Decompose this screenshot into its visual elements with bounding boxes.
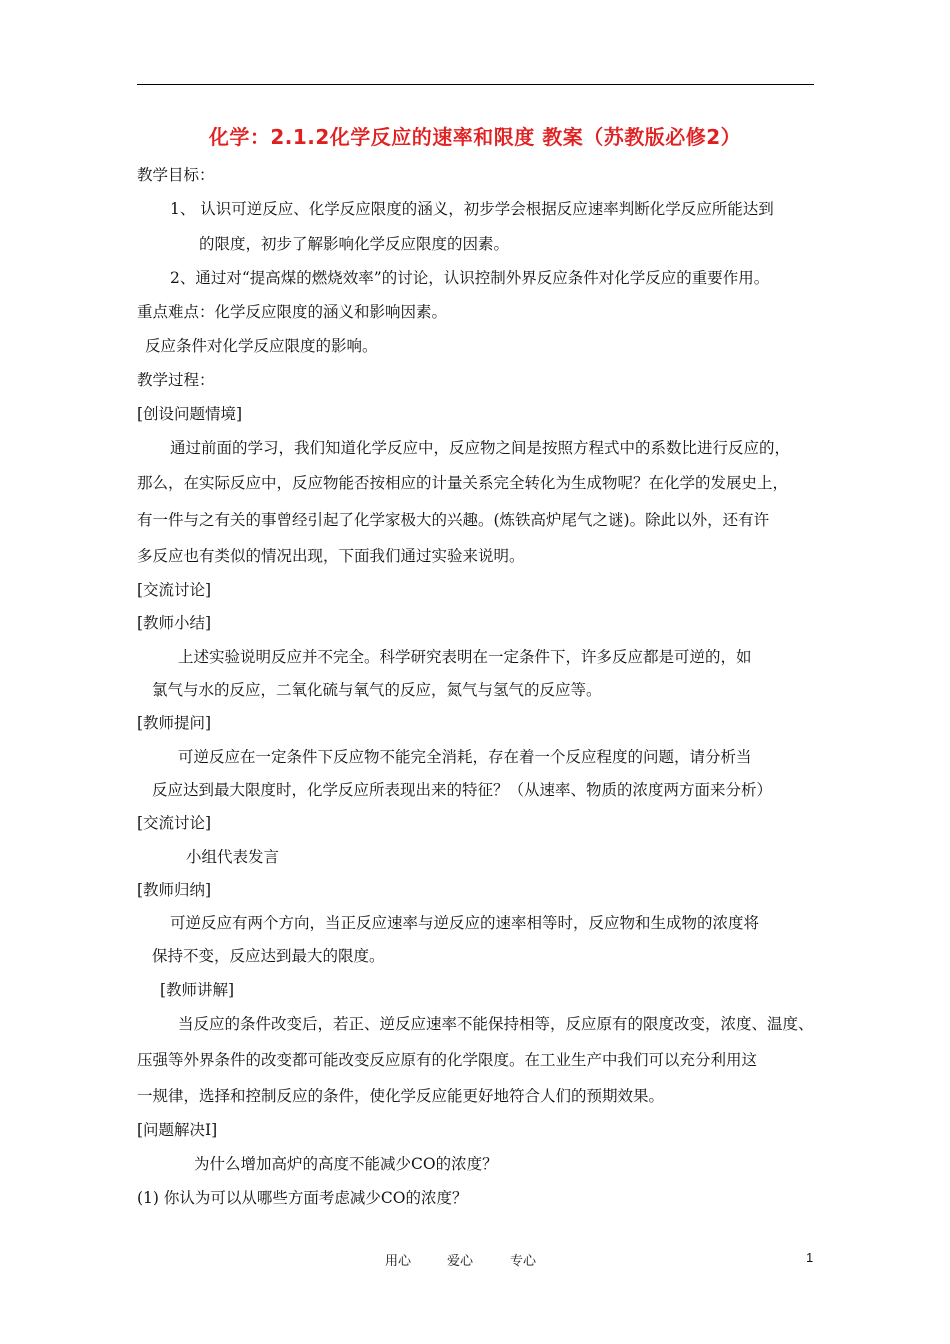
text-line: [教师小结] bbox=[137, 614, 212, 632]
text-line: 保持不变，反应达到最大的限度。 bbox=[152, 947, 385, 965]
text-line: [教师讲解] bbox=[160, 981, 235, 999]
text-line: 1、 认识可逆反应、化学反应限度的涵义，初步学会根据反应速率判断化学反应所能达到 bbox=[170, 200, 774, 218]
text-line: 反应达到最大限度时，化学反应所表现出来的特征？（从速率、物质的浓度两方面来分析） bbox=[152, 781, 773, 799]
text-line: [创设问题情境] bbox=[137, 405, 243, 423]
text-line: 的限度，初步了解影响化学反应限度的因素。 bbox=[199, 235, 510, 253]
document-title: 化学：2.1.2化学反应的速率和限度 教案（苏教版必修2） bbox=[208, 125, 742, 149]
text-line: 通过前面的学习，我们知道化学反应中，反应物之间是按照方程式中的系数比进行反应的， bbox=[170, 439, 791, 457]
text-line: 小组代表发言 bbox=[186, 848, 280, 866]
page-number: 1 bbox=[806, 1250, 814, 1265]
text-line: 可逆反应有两个方向，当正反应速率与逆反应的速率相等时，反应物和生成物的浓度将 bbox=[170, 914, 760, 932]
text-line: 2、通过对“提高煤的燃烧效率”的讨论，认识控制外界反应条件对化学反应的重要作用。 bbox=[170, 269, 770, 287]
footer-text-1: 用心 bbox=[385, 1254, 412, 1269]
footer-text-3: 专心 bbox=[510, 1254, 537, 1269]
text-line: [交流讨论] bbox=[137, 581, 212, 599]
text-line: 压强等外界条件的改变都可能改变反应原有的化学限度。在工业生产中我们可以充分利用这 bbox=[137, 1051, 758, 1069]
text-line: 有一件与之有关的事曾经引起了化学家极大的兴趣。(炼铁高炉尾气之谜)。除此以外，还有许 bbox=[137, 511, 770, 529]
text-line: 教学目标： bbox=[137, 166, 215, 184]
text-line: 教学过程： bbox=[137, 371, 215, 389]
text-line: (1) 你认为可以从哪些方面考虑减少CO的浓度？ bbox=[137, 1189, 468, 1207]
header-rule bbox=[137, 84, 814, 85]
text-line: 为什么增加高炉的高度不能减少CO的浓度？ bbox=[194, 1155, 498, 1173]
text-line: [教师提问] bbox=[137, 714, 212, 732]
text-line: 上述实验说明反应并不完全。科学研究表明在一定条件下，许多反应都是可逆的，如 bbox=[178, 648, 752, 666]
text-line: 那么，在实际反应中，反应物能否按相应的计量关系完全转化为生成物呢？在化学的发展史上， bbox=[137, 474, 789, 492]
text-line: 氯气与水的反应，二氧化硫与氧气的反应，氮气与氢气的反应等。 bbox=[152, 681, 602, 699]
text-line: [问题解决Ⅰ] bbox=[137, 1121, 218, 1139]
text-line: [交流讨论] bbox=[137, 814, 212, 832]
text-line: 反应条件对化学反应限度的影响。 bbox=[145, 337, 378, 355]
text-line: 当反应的条件改变后，若正、逆反应速率不能保持相等，反应原有的限度改变，浓度、温度、 bbox=[178, 1015, 814, 1033]
text-line: 一规律，选择和控制反应的条件，使化学反应能更好地符合人们的预期效果。 bbox=[137, 1087, 665, 1105]
footer-text-2: 爱心 bbox=[447, 1254, 474, 1269]
text-line: 重点难点：化学反应限度的涵义和影响因素。 bbox=[137, 303, 448, 321]
text-line: 多反应也有类似的情况出现，下面我们通过实验来说明。 bbox=[137, 547, 525, 565]
text-line: [教师归纳] bbox=[137, 881, 212, 899]
text-line: 可逆反应在一定条件下反应物不能完全消耗，存在着一个反应程度的问题，请分析当 bbox=[178, 748, 752, 766]
